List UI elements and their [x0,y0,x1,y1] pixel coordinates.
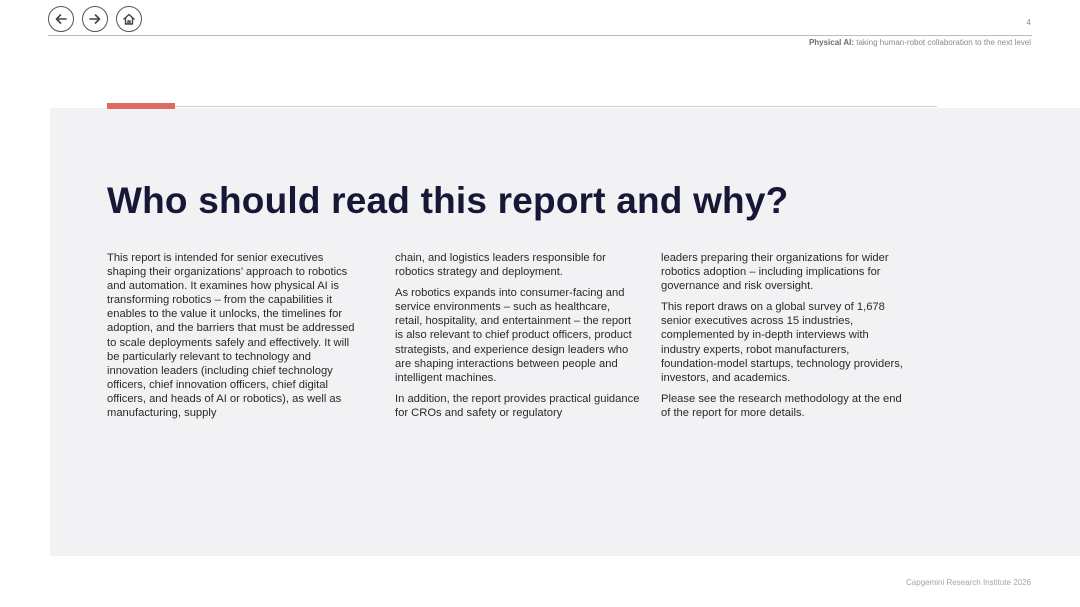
header-divider [48,35,1032,36]
running-head [809,38,1031,47]
paragraph: In addition, the report provides practical guidance for CROs and safety or regulatory [395,392,640,419]
paragraph: Please see the research methodology at the end of the report for more details. [661,392,902,419]
forward-button[interactable] [82,6,108,32]
nav-bar [48,6,142,32]
paragraph: leaders preparing their organizations for wider robotics adoption – including implications for governance and risk oversight. [661,252,889,293]
text-column-3 [661,251,906,427]
paragraph: chain, and logistics leaders responsible for robotics strategy and deployment. [395,252,606,279]
running-head-bold: Physical AI: [808,38,854,47]
paragraph: This report is intended for senior executives shaping their organizations’ approach to robotics and automation. It examines how physical AI is transforming robotics – from the capabilities it enables to the value it unlocks, the timelines for adoption, and the barriers that must be addressed to scale deployments safely and effectively. It will be particularly relevant to technology and innovation leaders (including chief technology officers, chief innovation officers, chief digital officers, and heads of AI or robotics), as well as manufacturing, supply [107,252,355,420]
page-number: 4 [1026,18,1031,27]
footer-copyright: Capgemini Research Institute 2026 [906,578,1031,587]
accent-bar [107,103,175,109]
text-column-1 [107,251,355,427]
paragraph: This report draws on a global survey of 1,678 senior executives across 15 industries, complemented by in-depth interviews with industry experts, robot manufacturers, foundation-model startups, technology providers, investors, and academics. [661,301,903,384]
back-button[interactable] [48,6,74,32]
paragraph: As robotics expands into consumer-facing and service environments – such as healthcare, retail, hospitality, and entertainment – the report is also relevant to chief product officers, product strategists, and experience design leaders who are shaping interactions between people and intelligent machines. [395,287,632,384]
section-divider [107,106,937,107]
text-column-2 [395,251,640,427]
page-title: Who should read this report and why? [107,180,789,221]
home-icon [122,12,136,26]
home-button[interactable] [116,6,142,32]
running-head-rest: taking human-robot collaboration to the next level [854,38,1031,47]
arrow-left-icon [54,12,68,26]
arrow-right-icon [88,12,102,26]
